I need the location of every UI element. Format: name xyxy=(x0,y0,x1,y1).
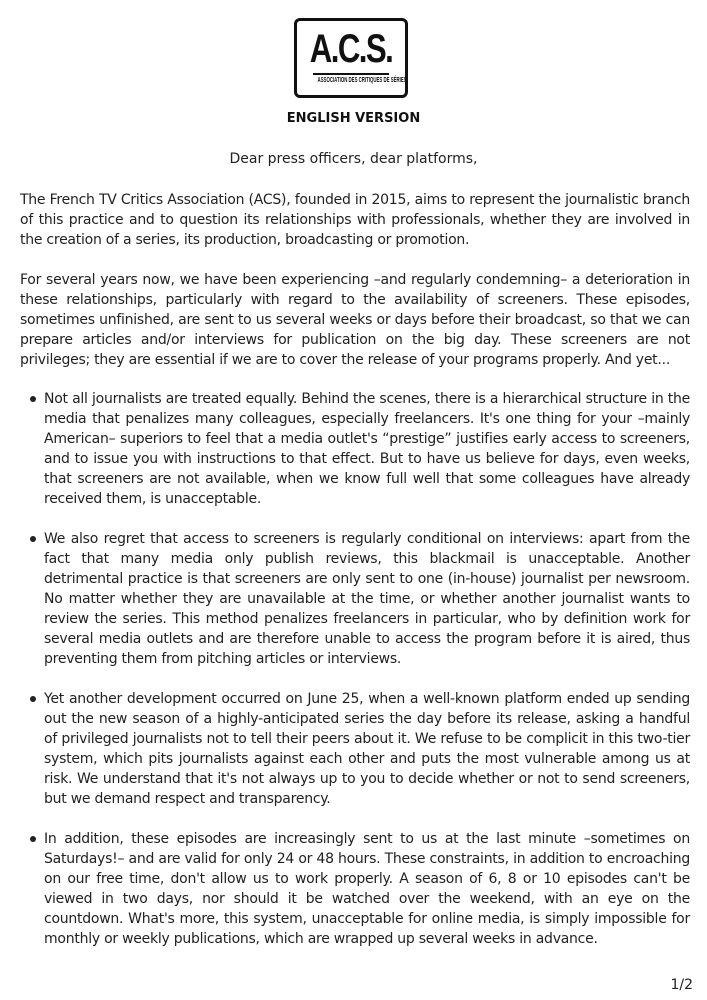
version-title: ENGLISH VERSION xyxy=(286,111,421,126)
bullet-icon xyxy=(30,696,36,702)
list-item xyxy=(0,689,690,809)
list-item-text: We also regret that access to screeners is regularly conditional on interviews: apart from the fact that many media only publish reviews, this blackmail is unacceptable. Another detrimental practice is that screeners are only sent to one (in-house) journalist per newsroom. No matter whether they are unavailable at the time, or whether another journalist wants to review the series. This method penalizes freelancers in particular, who by definition work for several media outlets and are therefore unable to access the program before it is aired, thus preventing them from pitching articles or interviews. xyxy=(44,531,690,667)
grievance-list xyxy=(0,389,707,969)
list-item-text: Not all journalists are treated equally. Behind the scenes, there is a hierarchical structure in the media that penalizes many colleagues, especially freelancers. It's one thing for your –mainly American– superiors to feel that a media outlet's “prestige” justifies early access to screeners, and to issue you with instructions to that effect. But to have us believe for days, even weeks, that screeners are not available, when we know full well that some colleagues have already received them, is unacceptable. xyxy=(44,391,690,507)
list-item xyxy=(0,389,690,509)
page-number: 1/2 xyxy=(670,977,693,993)
list-item xyxy=(0,829,690,949)
intro-paragraph: The French TV Critics Association (ACS), founded in 2015, aims to represent the journalistic branch of this practice and to question its relationships with professionals, whether they are involved in the creation of a series, its production, broadcasting or promotion. xyxy=(20,192,690,248)
logo-subtitle: ASSOCIATION DES CRITIQUES DE SÉRIES xyxy=(317,77,407,84)
context-paragraph: For several years now, we have been experiencing –and regularly condemning– a deterioration in these relationships, particularly with regard to the availability of screeners. These episodes, sometimes unfinished, are sent to us several weeks or days before their broadcast, so that we can prepare articles and/or interviews for publication on the big day. These screeners are not privileges; they are essential if we are to cover the release of your programs properly. And yet... xyxy=(20,272,690,368)
bullet-icon xyxy=(30,836,36,842)
acs-logo xyxy=(294,18,408,98)
bullet-icon xyxy=(30,536,36,542)
logo-letters: A.C.S. xyxy=(309,27,393,71)
list-item xyxy=(0,529,690,669)
list-item-text: In addition, these episodes are increasingly sent to us at the last minute –sometimes on Saturdays!– and are valid for only 24 or 48 hours. These constraints, in addition to encroaching on our free time, don't allow us to work properly. A season of 6, 8 or 10 episodes can't be viewed in two days, nor should it be watched over the weekend, with an eye on the countdown. What's more, this system, unacceptable for online media, is simply impossible for monthly or weekly publications, which are wrapped up several weeks in advance. xyxy=(44,831,690,947)
list-item-text: Yet another development occurred on June 25, when a well-known platform ended up sending out the new season of a highly-anticipated series the day before its release, asking a handful of privileged journalists not to tell their peers about it. We refuse to be complicit in this two-tier system, which pits journalists against each other and puts the most vulnerable among us at risk. We understand that it's not always up to you to decide whether or not to send screeners, but we demand respect and transparency. xyxy=(44,691,690,807)
bullet-icon xyxy=(30,396,36,402)
salutation: Dear press officers, dear platforms, xyxy=(229,151,478,167)
logo-divider xyxy=(313,73,389,75)
